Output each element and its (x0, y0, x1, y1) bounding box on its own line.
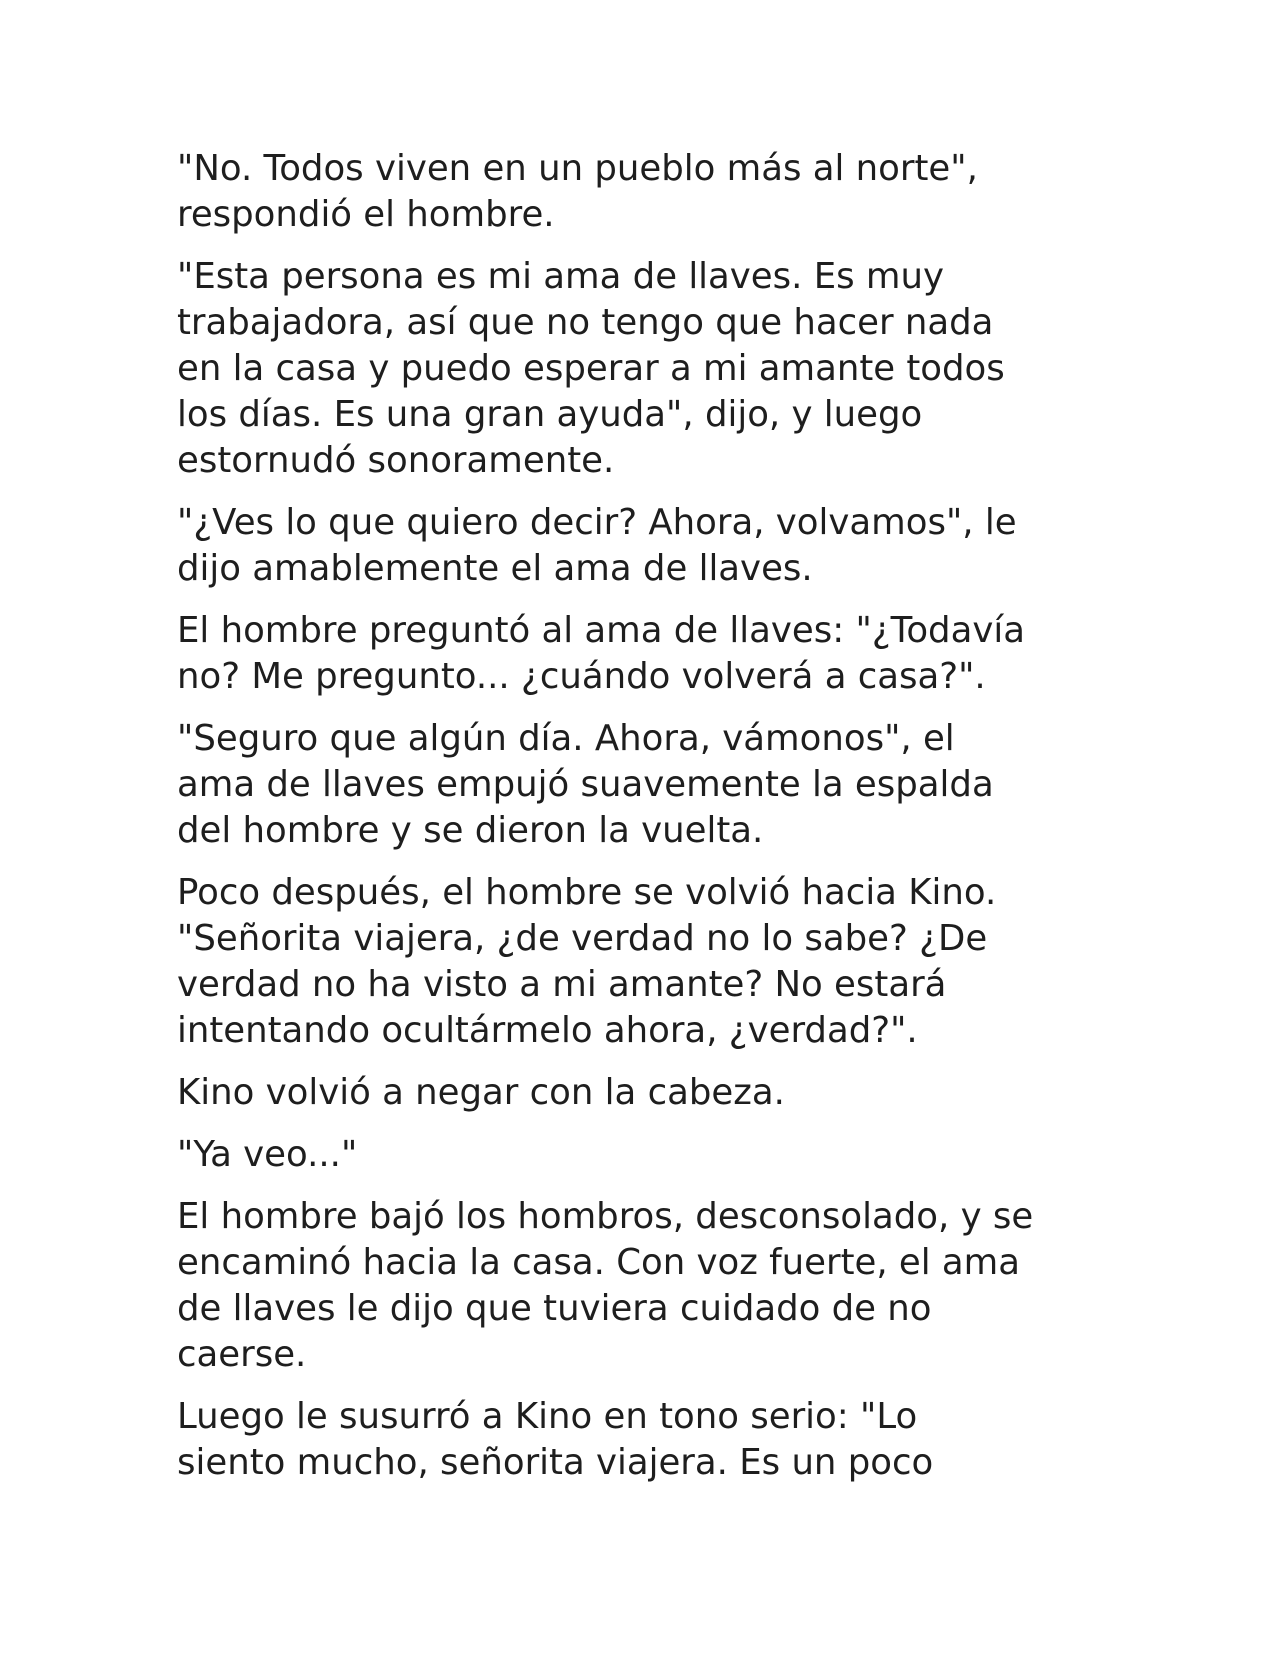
text-line: El hombre bajó los hombros, desconsolado, y se (177, 1196, 1034, 1237)
text-line: "Esta persona es mi ama de llaves. Es muy (177, 256, 945, 297)
paragraph-8 (177, 1132, 1107, 1178)
paragraph-6 (177, 870, 1107, 1054)
paragraph-4 (177, 608, 1107, 700)
text-line: encaminó hacia la casa. Con voz fuerte, el ama (177, 1242, 1021, 1283)
text-line: respondió el hombre. (177, 194, 555, 235)
text-line: dijo amablemente el ama de llaves. (177, 548, 813, 589)
text-line: intentando ocultármelo ahora, ¿verdad?". (177, 1010, 918, 1051)
text-line: "No. Todos viven en un pueblo más al norte", (177, 148, 978, 189)
page-text (177, 146, 1107, 1502)
paragraph-2 (177, 254, 1107, 484)
paragraph-10 (177, 1394, 1107, 1486)
text-line: "Señorita viajera, ¿de verdad no lo sabe? ¿De (177, 918, 988, 959)
text-line: caerse. (177, 1334, 307, 1375)
text-line: "¿Ves lo que quiero decir? Ahora, volvamos", le (177, 502, 1017, 543)
text-line: estornudó sonoramente. (177, 440, 615, 481)
text-line: los días. Es una gran ayuda", dijo, y luego (177, 394, 923, 435)
paragraph-1 (177, 146, 1107, 238)
text-line: de llaves le dijo que tuviera cuidado de no (177, 1288, 932, 1329)
text-line: "Seguro que algún día. Ahora, vámonos", el (177, 718, 955, 759)
text-line: siento mucho, señorita viajera. Es un poco (177, 1442, 934, 1483)
paragraph-3 (177, 500, 1107, 592)
text-line: no? Me pregunto... ¿cuándo volverá a casa?". (177, 656, 986, 697)
text-line: del hombre y se dieron la vuelta. (177, 810, 764, 851)
paragraph-5 (177, 716, 1107, 854)
text-line: en la casa y puedo esperar a mi amante todos (177, 348, 1005, 389)
text-line: Poco después, el hombre se volvió hacia Kino. (177, 872, 997, 913)
text-line: Kino volvió a negar con la cabeza. (177, 1072, 785, 1113)
text-line: Luego le susurró a Kino en tono serio: "Lo (177, 1396, 918, 1437)
text-line: trabajadora, así que no tengo que hacer nada (177, 302, 994, 343)
paragraph-9 (177, 1194, 1107, 1378)
text-line: verdad no ha visto a mi amante? No estará (177, 964, 947, 1005)
text-line: "Ya veo..." (177, 1134, 358, 1175)
text-line: El hombre preguntó al ama de llaves: "¿Todavía (177, 610, 1025, 651)
paragraph-7 (177, 1070, 1107, 1116)
text-line: ama de llaves empujó suavemente la espalda (177, 764, 994, 805)
